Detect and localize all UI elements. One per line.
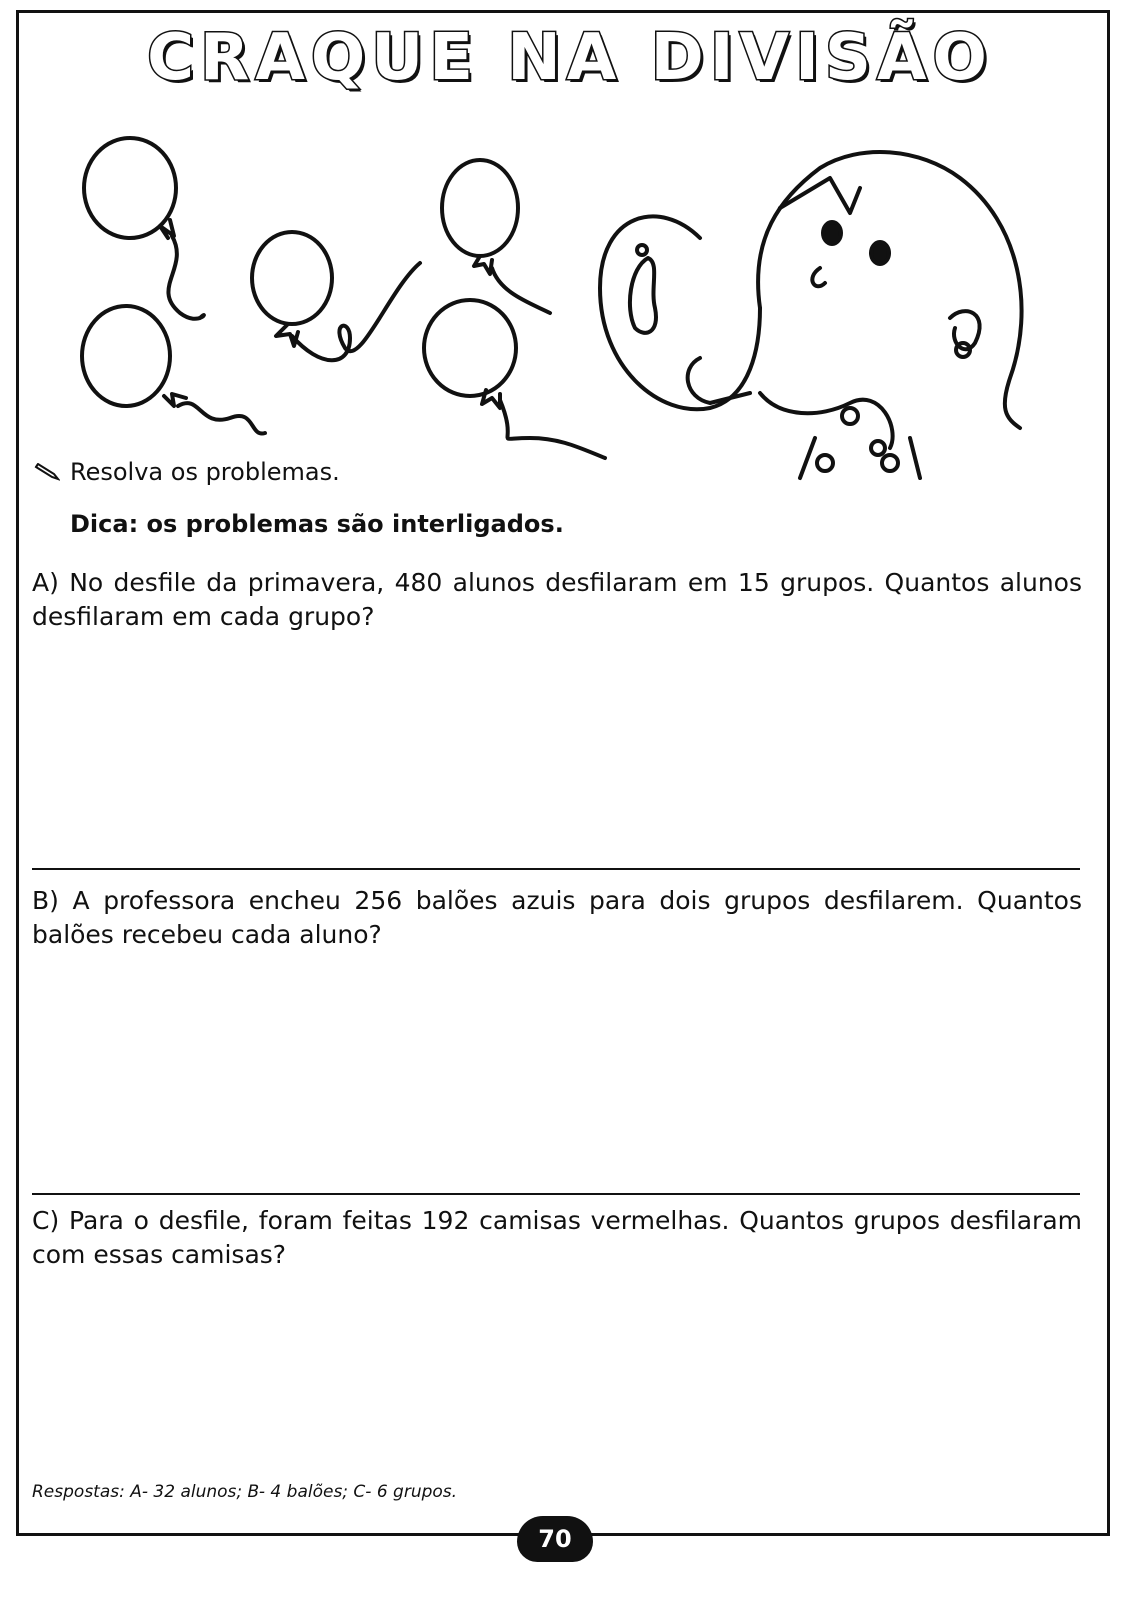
balloon-icon — [82, 306, 265, 434]
page-number: 70 — [517, 1516, 593, 1562]
worksheet-title: CRAQUE NA DIVISÃO — [147, 21, 993, 95]
tip-text: Dica: os problemas são interligados. — [70, 510, 564, 538]
question-text: Para o desfile, foram feitas 192 camisas vermelhas. Quantos grupos desfilaram com essas camisas? — [32, 1206, 1083, 1269]
balloon-icon — [252, 232, 420, 360]
question-text: A professora encheu 256 balões azuis para dois grupos desfilarem. Quantos balões recebeu cada aluno? — [32, 886, 1082, 949]
question-a — [32, 566, 1082, 634]
question-b — [32, 884, 1082, 952]
question-c — [32, 1204, 1082, 1272]
instruction-text: Resolva os problemas. — [70, 458, 340, 486]
girl-blowing-bubble-icon — [600, 152, 1022, 478]
title-wrap — [0, 21, 1140, 95]
balloons-and-girl-illustration — [60, 118, 1060, 498]
answers-footer: Respostas: A- 32 alunos; B- 4 balões; C- 6 grupos. — [32, 1482, 458, 1502]
question-letter: A) — [32, 568, 59, 597]
divider — [32, 868, 1080, 870]
pencil-icon — [34, 463, 60, 481]
question-letter: C) — [32, 1206, 60, 1235]
balloon-icon — [84, 138, 204, 319]
balloon-icon — [424, 300, 605, 458]
balloon-icon — [442, 160, 550, 313]
divider — [32, 1193, 1080, 1195]
question-text: No desfile da primavera, 480 alunos desfilaram em 15 grupos. Quantos alunos desfilaram em cada grupo? — [32, 568, 1082, 631]
question-letter: B) — [32, 886, 59, 915]
instruction — [34, 458, 340, 486]
